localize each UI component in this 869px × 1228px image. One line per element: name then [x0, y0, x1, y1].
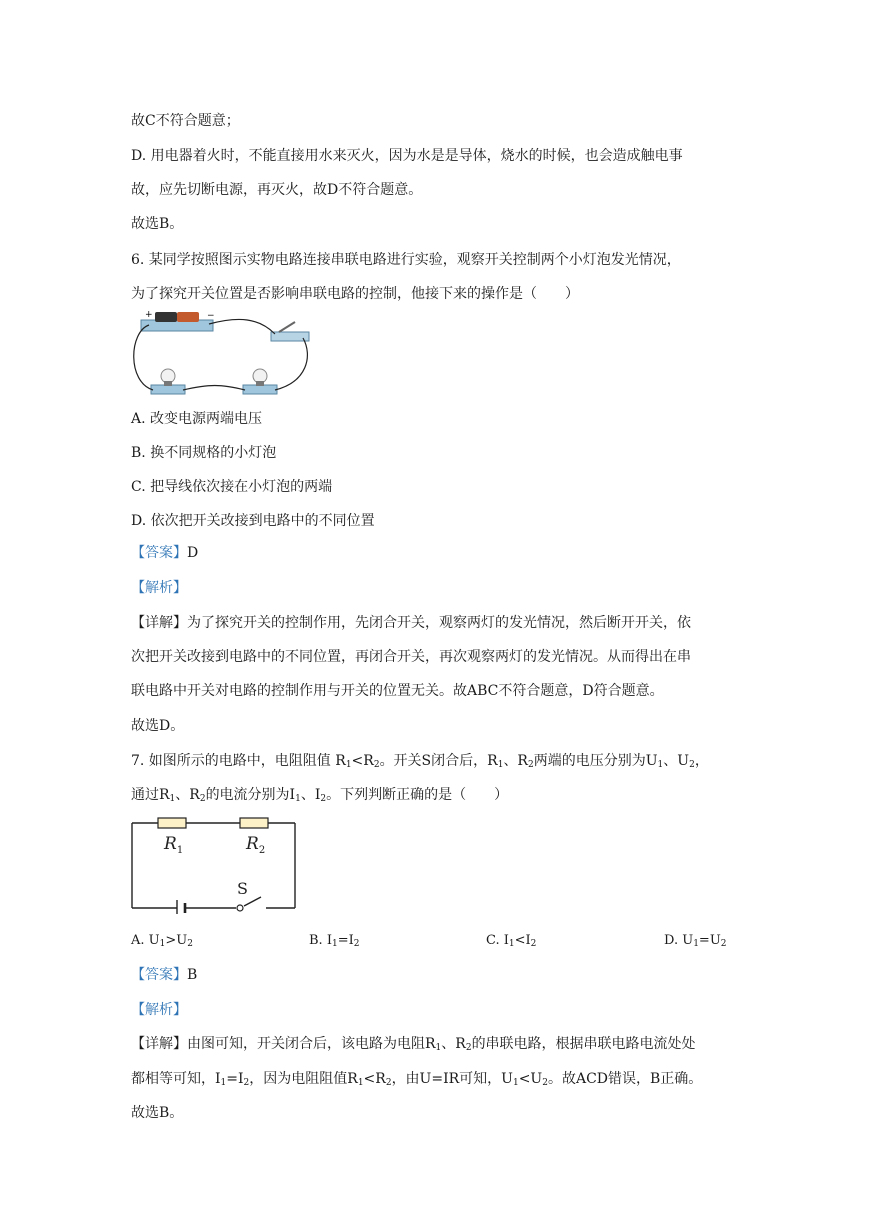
switch-lever — [279, 322, 295, 332]
conclusion-line: 故选D。 — [131, 718, 185, 734]
battery-cell — [177, 312, 199, 322]
conclusion-line: 故选B。 — [131, 1105, 184, 1121]
question-7-stem: 7. 如图所示的电路中，电阻阻值 $R_1<R_2$。开关S闭合后，$R_1$、$R_2$两端的电压分别为$U_1$、$U_2$， — [131, 753, 709, 770]
lamp-socket — [256, 381, 264, 386]
lamp-bulb — [161, 369, 175, 383]
option-d: D. $U_1=U_2$ — [664, 933, 727, 949]
question-7-stem: 通过$R_1$、$R_2$的电流分别为$I_1$、$I_2$。下列判断正确的是（ ） — [131, 787, 509, 804]
option-b: B. $I_1=I_2$ — [309, 933, 360, 949]
detail-tag: 【详解】 — [131, 615, 187, 631]
option-a: A. $U_1>U_2$ — [131, 933, 193, 949]
detail-line — [131, 613, 691, 633]
r2-label: $R_2$ — [246, 834, 266, 856]
battery-minus-label: − — [207, 311, 215, 321]
wire — [183, 386, 245, 391]
resistor-r2 — [240, 818, 268, 828]
detail-line: 都相等可知，$I_1=I_2$，因为电阻阻值$R_1<R_2$，由U=IR可知，$U_1<U_2$。故ACD错误，B正确。 — [131, 1071, 703, 1088]
detail-line: 联电路中开关对电路的控制作用与开关的位置无关。故ABC不符合题意，D符合题意。 — [131, 683, 664, 699]
circuit-diagram — [128, 814, 300, 914]
question-6-stem: 6. 某同学按照图示实物电路连接串联电路进行实验，观察开关控制两个小灯泡发光情况， — [131, 252, 681, 268]
lamp-socket — [164, 381, 172, 386]
answer-value: D — [187, 545, 199, 561]
analysis-tag: 【解析】 — [131, 1002, 187, 1018]
r1-label: $R_1$ — [164, 834, 184, 856]
option-d: D. 依次把开关改接到电路中的不同位置 — [131, 513, 375, 529]
detail-text: 为了探究开关的控制作用，先闭合开关，观察两灯的发光情况，然后断开开关，依 — [187, 615, 691, 631]
analysis-line — [131, 1000, 187, 1020]
analysis-tag: 【解析】 — [131, 580, 187, 596]
resistor-r1 — [158, 818, 186, 828]
detail-tag: 【详解】 — [131, 1036, 187, 1052]
battery-base — [141, 320, 213, 331]
detail-line: 【详解】由图可知，开关闭合后，该电路为电阻$R_1$、$R_2$的串联电路，根据串联电路电流处处 — [131, 1036, 696, 1053]
detail-line: 次把开关改接到电路中的不同位置，再闭合开关，再次观察两灯的发光情况。从而得出在串 — [131, 649, 691, 665]
option-b: B. 换不同规格的小灯泡 — [131, 445, 277, 461]
answer-line — [131, 965, 197, 985]
q7-options-row — [131, 933, 731, 953]
physical-circuit-figure — [129, 308, 313, 400]
text-line: D. 用电器着火时，不能直接用水来灭火，因为水是是导体，烧水的时候，也会造成触电事 — [131, 148, 683, 164]
switch-terminal — [237, 905, 243, 911]
answer-value: B — [187, 967, 198, 983]
wire — [209, 319, 275, 334]
option-c: C. 把导线依次接在小灯泡的两端 — [131, 479, 333, 495]
battery-plus-label: + — [145, 310, 153, 320]
answer-tag: 【答案】 — [131, 545, 187, 561]
text-line: 故C不符合题意； — [131, 113, 240, 129]
battery-cell — [155, 312, 177, 322]
option-a: A. 改变电源两端电压 — [131, 411, 263, 427]
text-line: 故，应先切断电源，再灭火，故D不符合题意。 — [131, 182, 423, 198]
lamp-base — [243, 385, 277, 394]
wire — [275, 338, 307, 390]
lamp-bulb — [253, 369, 267, 383]
option-c: C. $I_1<I_2$ — [486, 933, 537, 949]
question-6-stem: 为了探究开关位置是否影响串联电路的控制，他接下来的操作是（ ） — [131, 286, 579, 302]
lamp-base — [151, 385, 185, 394]
answer-tag: 【答案】 — [131, 967, 187, 983]
wire — [134, 325, 153, 390]
answer-line — [131, 543, 198, 563]
switch-label: S — [237, 879, 248, 898]
analysis-line — [131, 578, 187, 598]
text-line: 故选B。 — [131, 216, 184, 232]
